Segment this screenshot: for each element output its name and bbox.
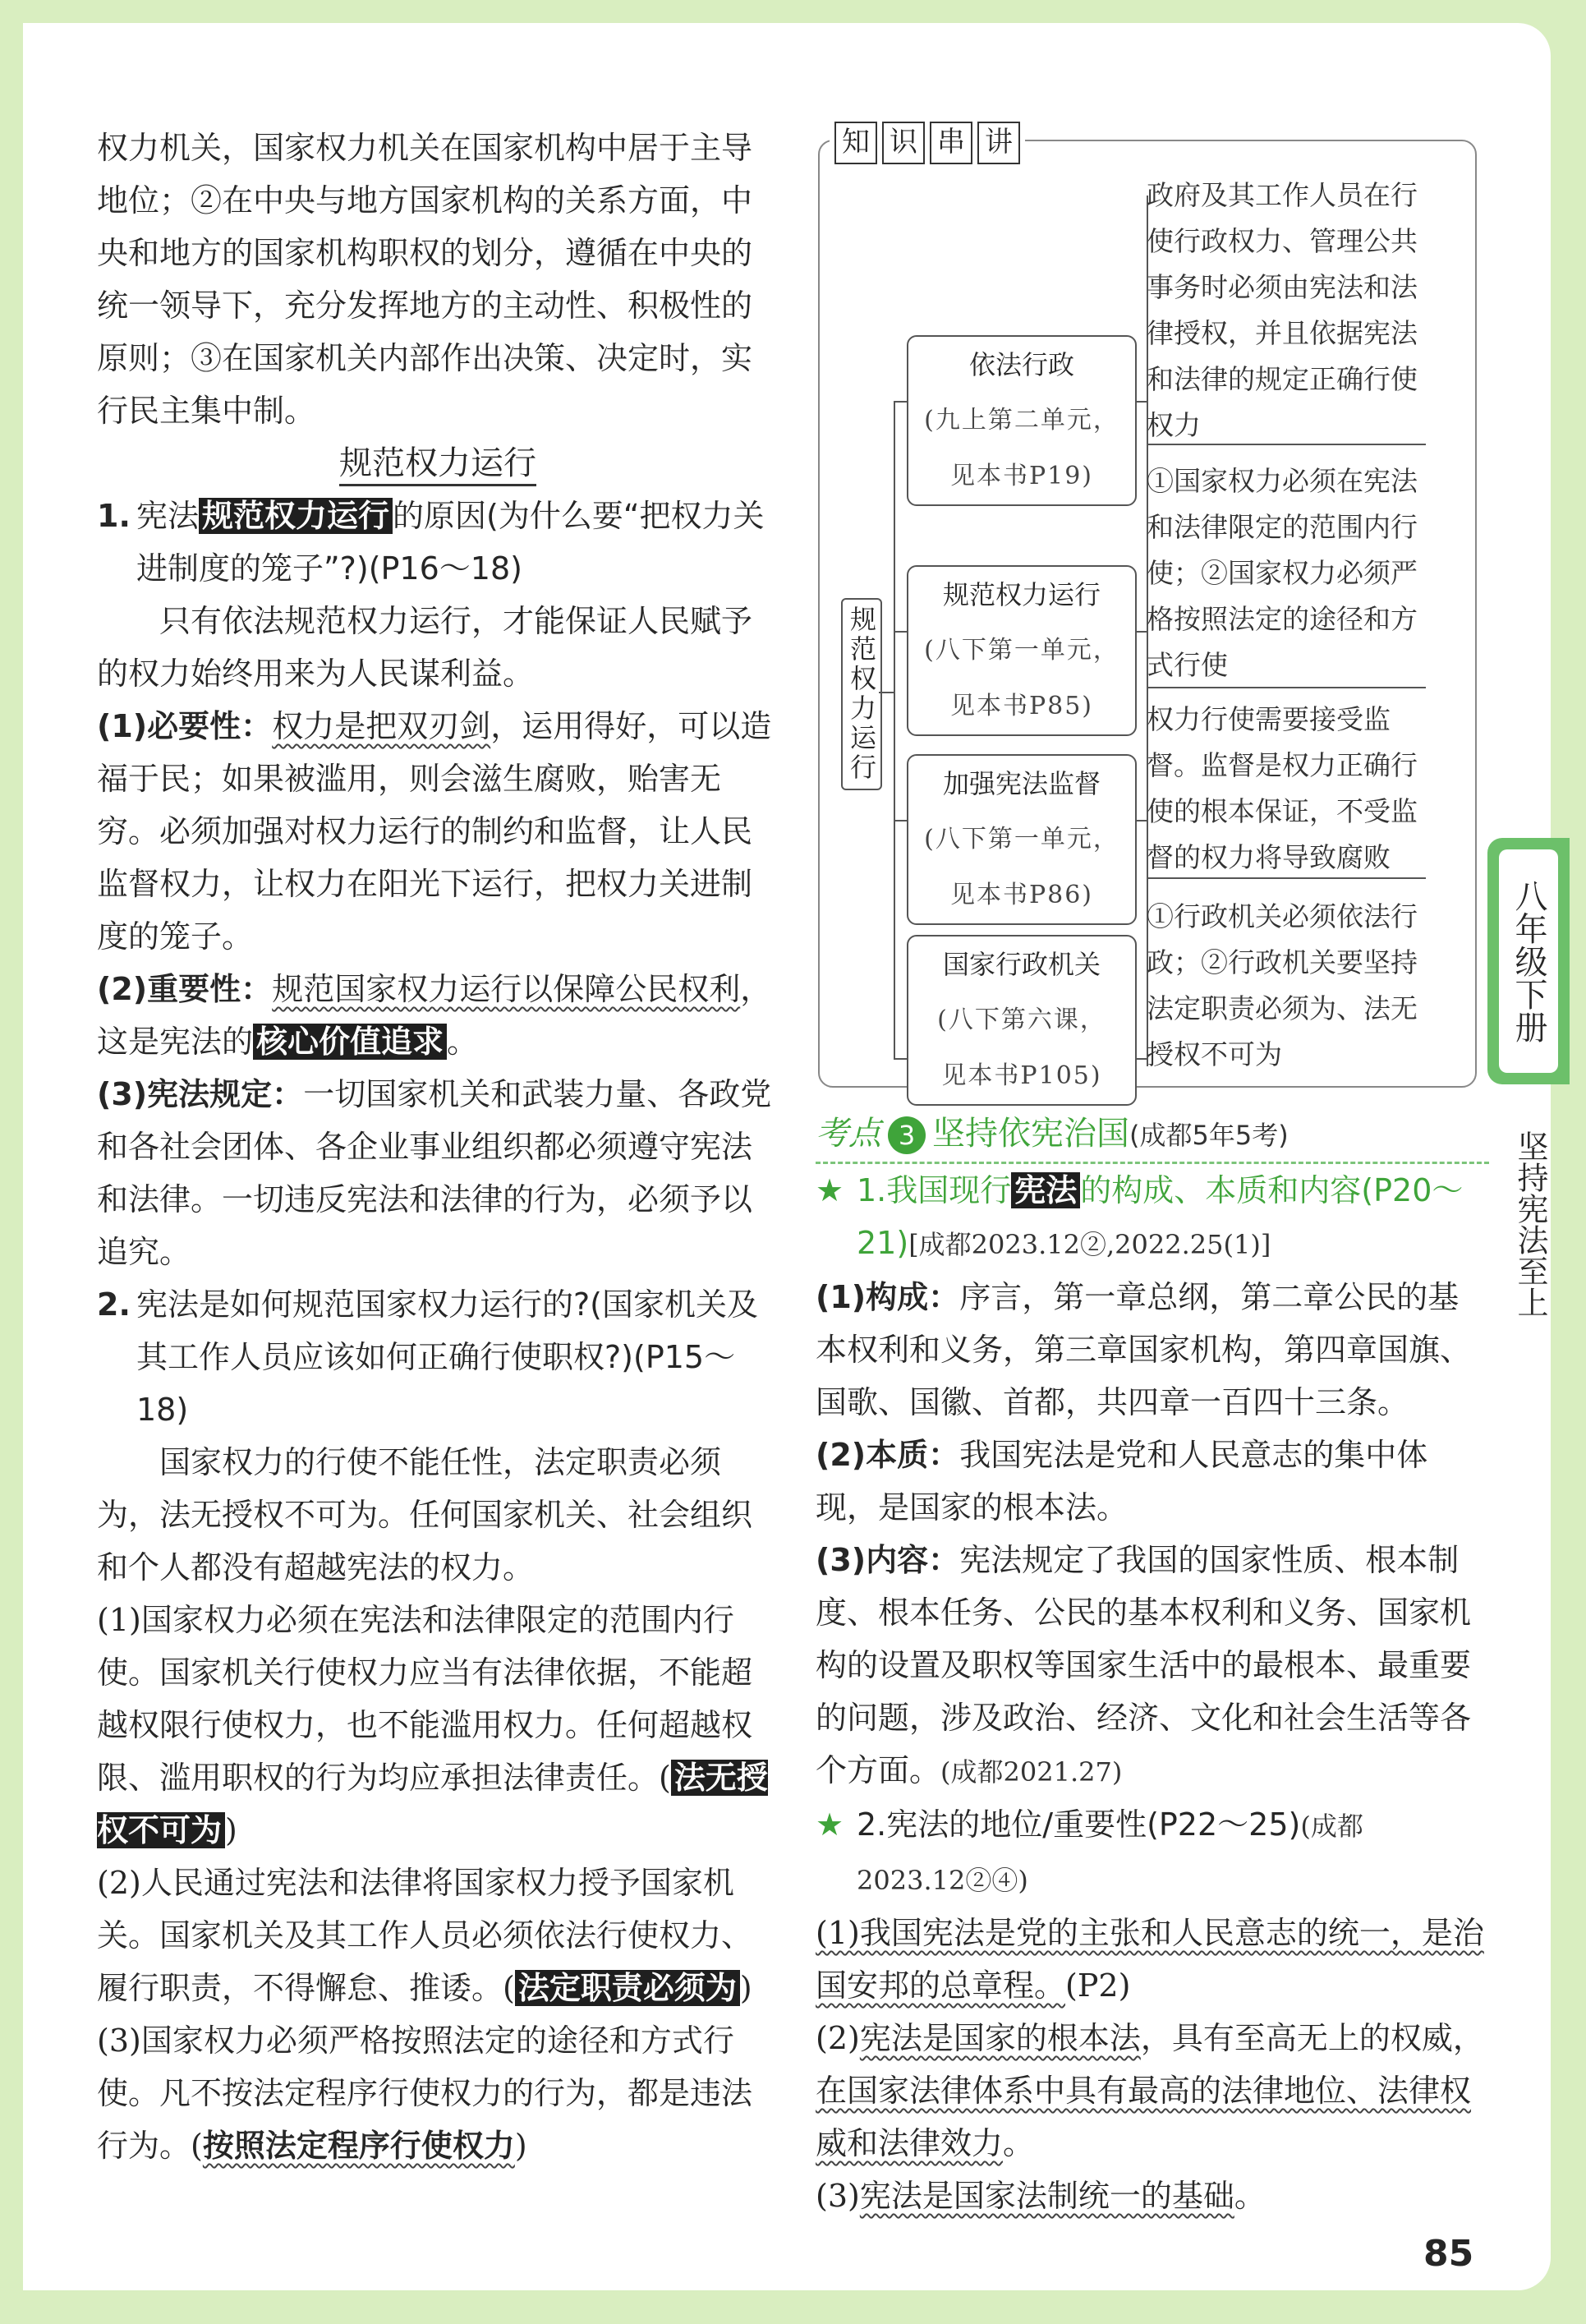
- topic-tab: 坚持宪法至上: [1512, 1130, 1548, 1318]
- knowledge-map: [818, 122, 1475, 1090]
- knowledge-map-title: 知 识 串 讲: [830, 122, 1025, 164]
- q1-item-provision: (3)宪法规定：一切国家机关和武装力量、各政党和各社会团体、各企业事业组织都必须遵守宪法和法律。一切违反宪法和法律的行为，必须予以追究。: [97, 1076, 772, 1270]
- root-connector: [879, 692, 895, 693]
- right-question-2-title: ★ 2.宪法的地位/重要性(P22～25)(成都2023.12②④): [816, 1806, 1363, 1896]
- page: [23, 23, 1551, 2290]
- branch-4: [894, 1058, 907, 1060]
- right-q2-item-2: (2)宪法是国家的根本法，具有至高无上的权威，在国家法律体系中具有最高的法律地位、法律权威和法律效力。: [816, 2020, 1484, 2161]
- node-constitution-supervision-desc: 权力行使需要接受监督。监督是权力正确行使的根本保证，不受监督的权力将导致腐败: [1147, 703, 1418, 873]
- question-1-title: 1. 宪法 规范权力运行 的原因(为什么要“把权力关进制度的笼子”?)(P16～18): [97, 498, 765, 587]
- q1-item-necessity: (1)必要性：权力是把双刃剑，运用得好，可以造福于民；如果被滥用，则会滋生腐败，贻害无穷。必须加强对权力运行的制约和监督，让人民监督权力，让权力在阳光下运行，把权力关进制度的笼子。: [97, 708, 772, 955]
- branch-3: [894, 820, 907, 821]
- section-heading: 规范权力运行: [97, 437, 779, 490]
- q2-item-2: (2)人民通过宪法和法律将国家权力授予国家机关。国家机关及其工作人员必须依法行使权力、履行职责，不得懈怠、推诿。( 法定职责必须为 ): [97, 1865, 753, 2006]
- knowledge-map-root: 规范权力运行: [841, 598, 882, 790]
- node-admin-organs: 国家行政机关 (八下第六课， 见本书P105): [907, 935, 1137, 1106]
- right-q2-item-3: (3)宪法是国家法制统一的基础。: [816, 2178, 1266, 2214]
- branch-2: [894, 631, 907, 633]
- node-law-administration: 依法行政 (九上第二单元， 见本书P19): [907, 335, 1137, 506]
- grade-tab-label: 八年级下册: [1499, 849, 1558, 1073]
- kaodian-header: 考点 3 坚持依宪治国(成都5年5考): [816, 1107, 1489, 1164]
- intro-paragraph: 权力机关，国家权力机关在国家机构中居于主导地位；②在中央与地方国家机构的关系方面，中央和地方的国家机构职权的划分，遵循在中央的统一领导下，充分发挥地方的主动性、积极性的原则；③在国家机关内部作出决策、决定时，实行民主集中制。: [97, 130, 753, 429]
- branch-1: [894, 401, 907, 403]
- question-1-body: 只有依法规范权力运行，才能保证人民赋予的权力始终用来为人民谋利益。: [97, 603, 753, 692]
- node-regulate-power-desc: ①国家权力必须在宪法和法律限定的范围内行使；②国家权力必须严格按照法定的途径和方式行使: [1147, 465, 1418, 681]
- grade-tab[interactable]: [1487, 838, 1570, 1084]
- node-law-administration-desc: 政府及其工作人员在行使行政权力、管理公共事务时必须由宪法和法律授权，并且依据宪法和法律的规定正确行使权力: [1147, 179, 1418, 441]
- right-q1-item-content: (3)内容：宪法规定了我国的国家性质、根本制度、根本任务、公民的基本权利和义务、国家机构的设置及职权等国家生活中的最根本、最重要的问题，涉及政治、经济、文化和社会生活等各个方面。(成都2021.27): [816, 1542, 1472, 1788]
- tree-spine: [894, 401, 895, 1058]
- q2-item-1: (1)国家权力必须在宪法和法律限定的范围内行使。国家机关行使权力应当有法律依据，不能超越权限行使权力，也不能滥用权力。任何超越权限、滥用职权的行为均应承担法律责任。( 法无授权不可为 ): [97, 1602, 768, 1848]
- page-number: 85: [1423, 2233, 1474, 2275]
- question-2-title: 2. 宪法是如何规范国家权力运行的?(国家机关及其工作人员应该如何正确行使职权?)(P15～18): [97, 1286, 758, 1428]
- left-column: [97, 122, 779, 2172]
- right-q2-item-1: (1)我国宪法是党的主张和人民意志的统一，是治国安邦的总章程。(P2): [816, 1915, 1484, 2004]
- q1-item-importance: (2)重要性：规范国家权力运行以保障公民权利，这是宪法的 核心价值追求 。: [97, 971, 772, 1060]
- right-question-1-title: ★ 1.我国现行 宪法 的构成、本质和内容(P20～21)[成都2023.12②,2022.25(1)]: [816, 1172, 1464, 1261]
- node-constitution-supervision: 加强宪法监督 (八下第一单元， 见本书P86): [907, 754, 1137, 925]
- node-regulate-power: 规范权力运行 (八下第一单元， 见本书P85): [907, 565, 1137, 736]
- question-2-body: 国家权力的行使不能任性，法定职责必须为，法无授权不可为。任何国家机关、社会组织和个人都没有超越宪法的权力。: [97, 1444, 753, 1585]
- node-admin-organs-desc: ①行政机关必须依法行政；②行政机关要坚持法定职责必须为、法无授权不可为: [1147, 900, 1418, 1070]
- right-q1-item-composition: (1)构成：序言，第一章总纲，第二章公民的基本权利和义务，第三章国家机构，第四章国旗、国歌、国徽、首都，共四章一百四十三条。: [816, 1279, 1472, 1420]
- right-q1-item-essence: (2)本质：我国宪法是党和人民意志的集中体现，是国家的根本法。: [816, 1437, 1428, 1526]
- right-column: [816, 1107, 1489, 2222]
- q2-item-3: (3)国家权力必须严格按照法定的途径和方式行使。凡不按法定程序行使权力的行为，都是违法行为。(按照法定程序行使权力): [97, 2023, 753, 2164]
